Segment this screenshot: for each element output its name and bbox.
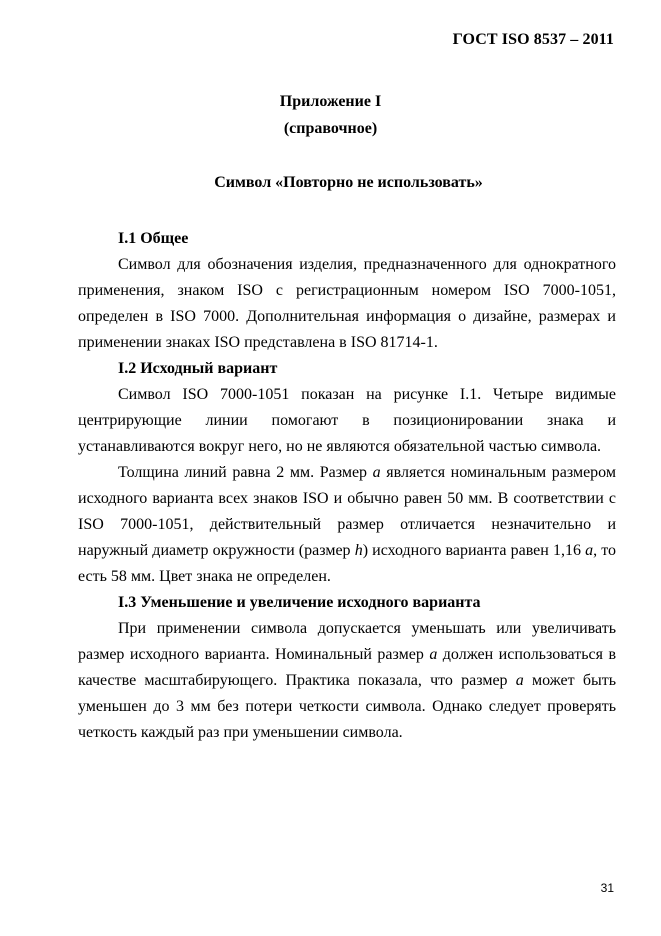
document-code-header: ГОСТ ISO 8537 – 2011: [452, 31, 614, 48]
section-heading-original-version: I.2 Исходный вариант: [118, 360, 278, 377]
annex-type: (справочное): [283, 120, 378, 137]
document-body: [78, 226, 616, 746]
section-heading-general: I.1 Общее: [118, 230, 189, 247]
paragraph-original-version-2: Толщина линий равна 2 мм. Размер a является номинальным размером исходного варианта всех знаков ISO и обычно равен 50 мм. В соответствии с ISO 7000-1051, действительный размер отличается незначительно и наружный диаметр окружности (размер h) исходного варианта равен 1,16 a, то есть 58 мм. Цвет знака не определен.: [78, 464, 617, 585]
section-heading-scaling: I.3 Уменьшение и увеличение исходного варианта: [118, 594, 481, 611]
page-number: 31: [600, 881, 614, 895]
paragraph-general: Символ для обозначения изделия, предназначенного для однократного применения, знаком ISO с регистрационным номером ISO 7000-1051, определен в ISO 7000. Дополнительная информация о дизайне, размерах и применении знаках ISO представлена в ISO 81714-1.: [78, 256, 616, 351]
annex-title: Приложение I: [279, 93, 382, 110]
paragraph-scaling: При применении символа допускается уменьшать или увеличивать размер исходного варианта. Номинальный размер a должен использоваться в качестве масштабирующего. Практика показала, что размер a может быть уменьшен до 3 мм без потери четкости символа. Однако следует проверять четкость каждый раз при уменьшении символа.: [78, 620, 617, 741]
paragraph-original-version-1: Символ ISO 7000-1051 показан на рисунке I.1. Четыре видимые центрирующие линии помогают в позиционировании знака и устанавливаются вокруг него, но не являются обязательной частью символа.: [78, 386, 616, 455]
annex-subject-title: Символ «Повторно не использовать»: [214, 174, 483, 191]
